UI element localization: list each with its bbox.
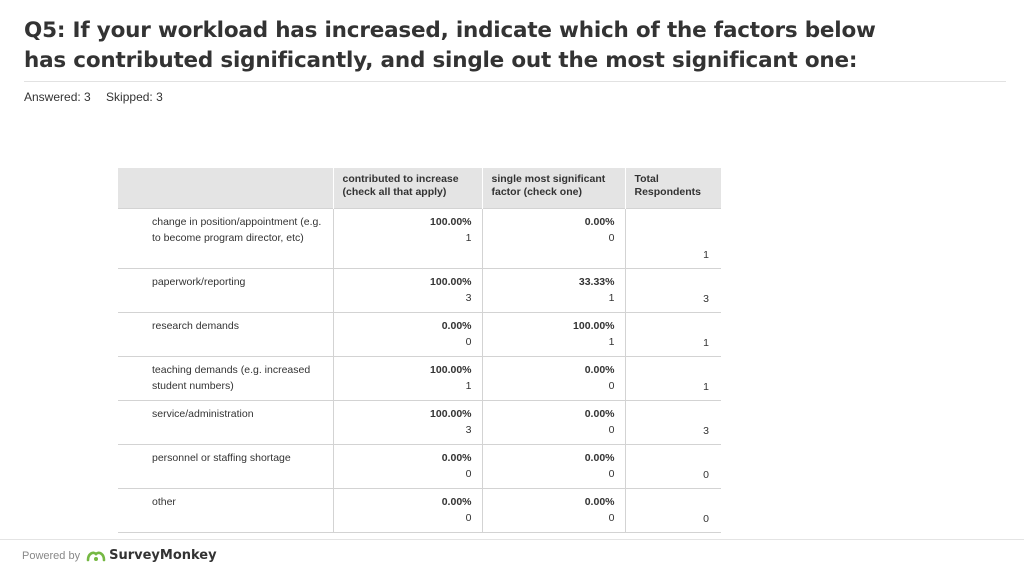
single-most-cell	[482, 400, 625, 444]
single-most-percent: 0.00%	[584, 407, 615, 420]
single-most-percent: 100.00%	[573, 319, 615, 332]
table-row	[118, 444, 721, 488]
single-most-count: 0	[608, 511, 615, 524]
single-most-percent: 33.33%	[578, 275, 615, 288]
table-row	[118, 488, 721, 532]
table-row	[118, 400, 721, 444]
contributed-cell	[333, 208, 482, 268]
contributed-count: 0	[465, 511, 472, 524]
single-most-count: 0	[608, 423, 615, 436]
contributed-count: 3	[465, 291, 472, 304]
contributed-percent: 100.00%	[430, 275, 472, 288]
results-table	[118, 168, 721, 533]
contributed-count: 3	[465, 423, 472, 436]
powered-by-text: Powered by	[22, 549, 81, 562]
title-divider	[24, 81, 1006, 82]
table-row	[118, 208, 721, 268]
row-label: paperwork/reporting	[118, 268, 333, 312]
single-most-percent: 0.00%	[584, 363, 615, 376]
contributed-cell	[333, 400, 482, 444]
table-row	[118, 356, 721, 400]
single-most-count: 1	[608, 291, 615, 304]
contributed-percent: 0.00%	[441, 319, 472, 332]
contributed-count: 0	[465, 335, 472, 348]
header-single-most: single most significant factor (check one)	[482, 168, 625, 208]
contributed-cell	[333, 356, 482, 400]
surveymonkey-logo-icon	[86, 550, 106, 562]
row-label: change in position/appointment (e.g. to become program director, etc)	[118, 208, 333, 268]
answered-count: Answered: 3	[24, 90, 91, 104]
single-most-percent: 0.00%	[584, 495, 615, 508]
contributed-percent: 100.00%	[430, 407, 472, 420]
contributed-cell	[333, 312, 482, 356]
single-most-count: 0	[608, 467, 615, 480]
contributed-cell	[333, 268, 482, 312]
contributed-percent: 100.00%	[430, 215, 472, 228]
row-label: teaching demands (e.g. increased student numbers)	[118, 356, 333, 400]
single-most-cell	[482, 312, 625, 356]
contributed-cell	[333, 488, 482, 532]
footer	[22, 548, 217, 563]
header-total-respondents: Total Respondents	[625, 168, 721, 208]
contributed-count: 1	[465, 379, 472, 392]
header-contributed: contributed to increase (check all that apply)	[333, 168, 482, 208]
total-respondents-cell: 0	[625, 444, 721, 488]
single-most-cell	[482, 208, 625, 268]
header-label-column	[118, 168, 333, 208]
total-respondents-cell: 1	[625, 208, 721, 268]
total-respondents-cell: 0	[625, 488, 721, 532]
brand-link[interactable]	[86, 548, 217, 563]
brand-name: SurveyMonkey	[109, 548, 217, 563]
single-most-percent: 0.00%	[584, 451, 615, 464]
question-title	[24, 16, 924, 76]
row-label: other	[118, 488, 333, 532]
single-most-count: 0	[608, 379, 615, 392]
contributed-percent: 100.00%	[430, 363, 472, 376]
total-respondents-cell: 3	[625, 268, 721, 312]
row-label: research demands	[118, 312, 333, 356]
single-most-count: 0	[608, 231, 615, 244]
total-respondents-cell: 1	[625, 312, 721, 356]
question-title-line-2: has contributed significantly, and single out the most significant one:	[24, 48, 858, 73]
skipped-count: Skipped: 3	[106, 90, 163, 104]
single-most-cell	[482, 268, 625, 312]
table-row	[118, 268, 721, 312]
footer-divider	[0, 539, 1024, 540]
row-label: personnel or staffing shortage	[118, 444, 333, 488]
contributed-percent: 0.00%	[441, 451, 472, 464]
single-most-cell	[482, 356, 625, 400]
response-stats	[24, 89, 175, 105]
contributed-count: 0	[465, 467, 472, 480]
table-header-row	[118, 168, 721, 208]
row-label: service/administration	[118, 400, 333, 444]
table-row	[118, 312, 721, 356]
contributed-cell	[333, 444, 482, 488]
single-most-count: 1	[608, 335, 615, 348]
single-most-percent: 0.00%	[584, 215, 615, 228]
total-respondents-cell: 1	[625, 356, 721, 400]
total-respondents-cell: 3	[625, 400, 721, 444]
contributed-count: 1	[465, 231, 472, 244]
single-most-cell	[482, 488, 625, 532]
table-body	[118, 208, 721, 532]
question-title-line-1: Q5: If your workload has increased, indicate which of the factors below	[24, 18, 876, 43]
single-most-cell	[482, 444, 625, 488]
contributed-percent: 0.00%	[441, 495, 472, 508]
